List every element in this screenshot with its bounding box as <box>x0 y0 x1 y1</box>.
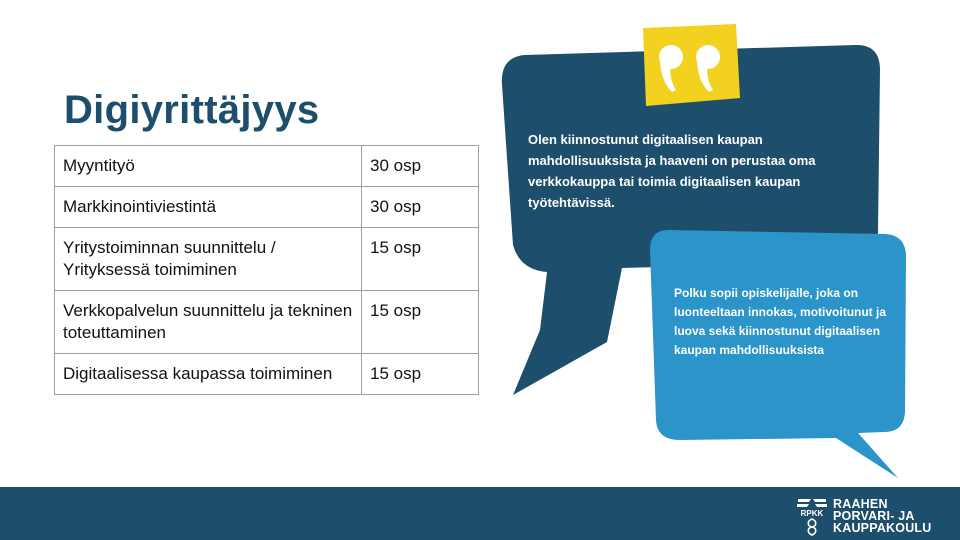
course-credits: 30 osp <box>362 187 479 228</box>
logo-wordmark <box>833 498 932 534</box>
course-credits: 15 osp <box>362 291 479 354</box>
logo-line: RAAHEN <box>833 497 888 511</box>
course-name: Myyntityö <box>55 146 362 187</box>
course-name: Verkkopalvelun suunnittelu ja tekninen toteuttaminen <box>55 291 362 354</box>
logo-abbr: RPKK <box>800 509 824 518</box>
logo-line: KAUPPAKOULU <box>833 521 932 535</box>
rpkk-logo-icon <box>795 496 829 536</box>
path-description: Polku sopii opiskelijalle, joka on luonteeltaan innokas, motivoitunut ja luova sekä kiinnostunut digitaalisen kaupan mahdollisuuksista <box>674 286 887 357</box>
course-credits: 15 osp <box>362 354 479 395</box>
quote-text: Olen kiinnostunut digitaalisen kaupan mahdollisuuksista ja haaveni on perustaa oma verkkokauppa tai toimia digitaalisen kaupan työtehtävissä. <box>528 132 816 210</box>
logo-line: PORVARI- JA <box>833 509 915 523</box>
course-name: Yritystoiminnan suunnittelu / Yrityksessä toimiminen <box>55 228 362 291</box>
school-logo <box>795 496 932 536</box>
quote-marks-icon <box>643 24 740 106</box>
course-credits: 15 osp <box>362 228 479 291</box>
course-name: Markkinointiviestintä <box>55 187 362 228</box>
course-credits: 30 osp <box>362 146 479 187</box>
slide-title: Digiyrittäjyys <box>64 88 320 132</box>
course-name: Digitaalisessa kaupassa toimiminen <box>55 354 362 395</box>
